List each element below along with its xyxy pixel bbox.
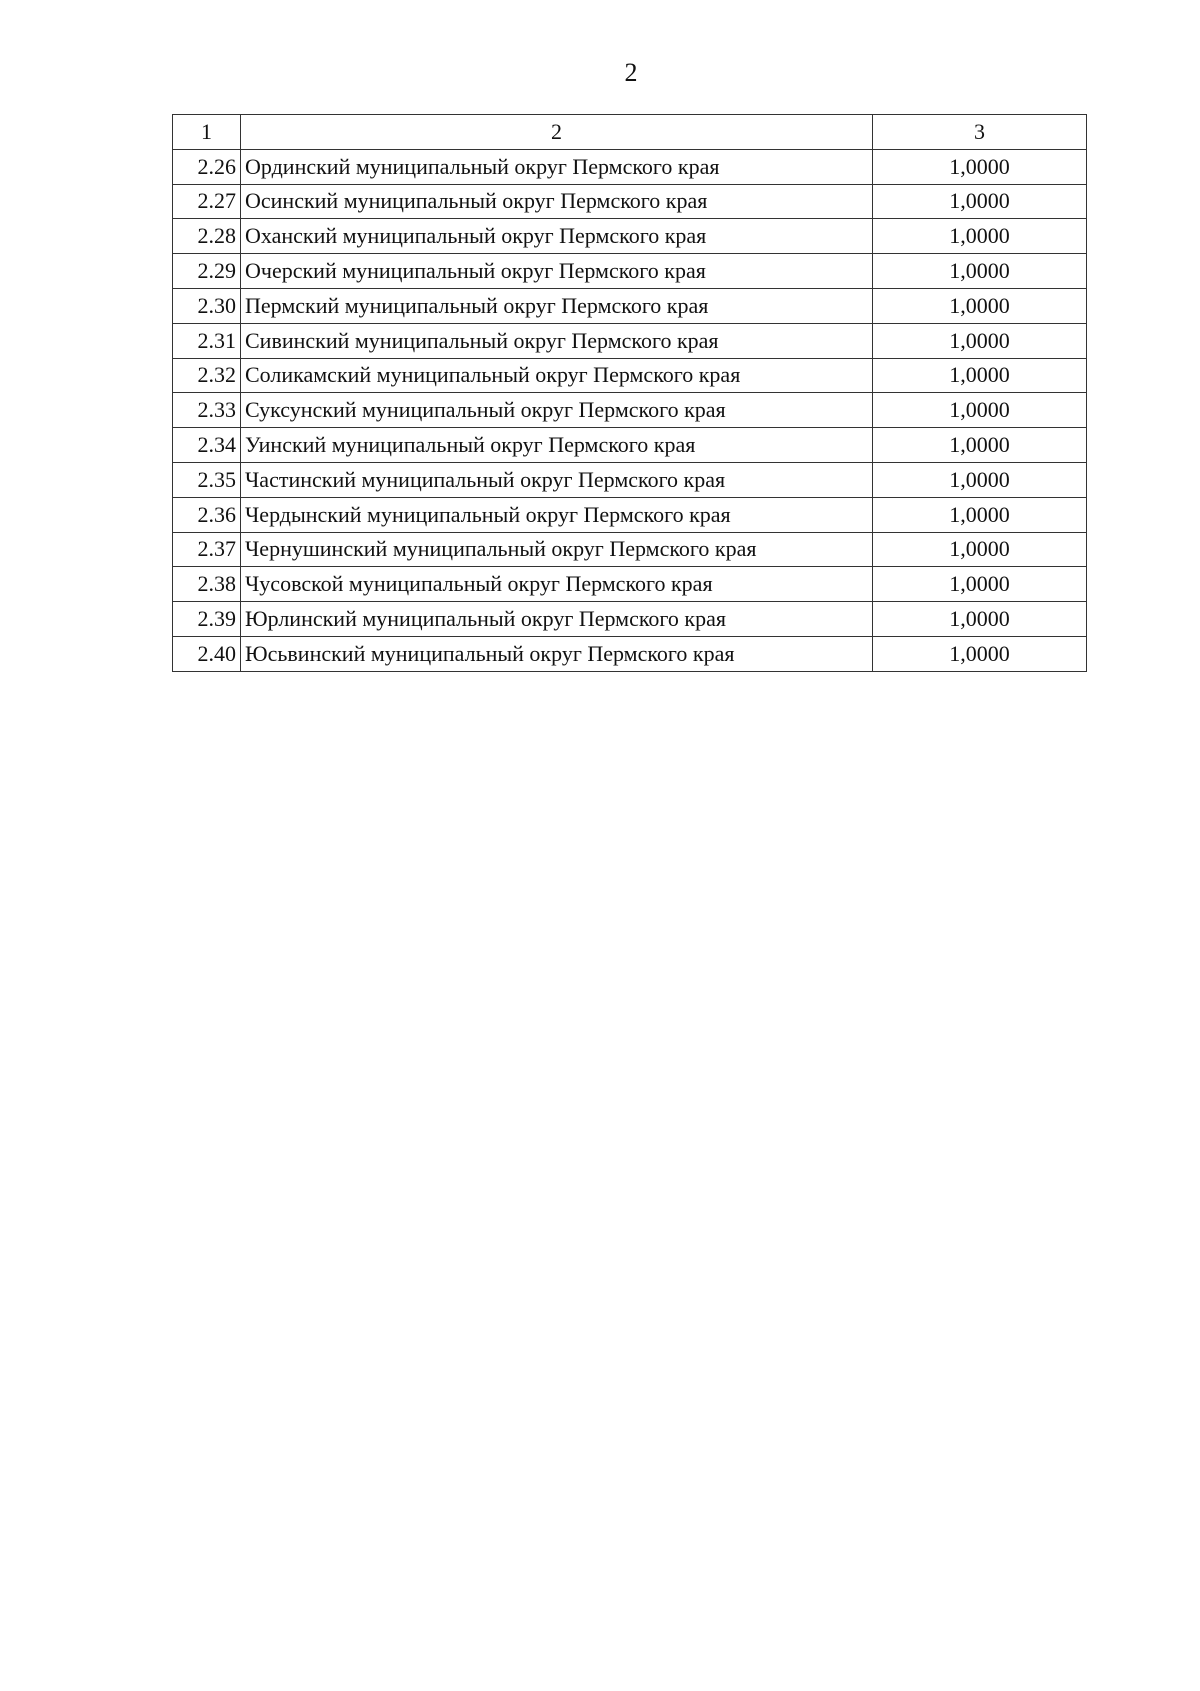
table-row [173,428,1087,463]
municipality-name-cell: Чернушинский муниципальный округ Пермского края [241,532,873,567]
coefficient-value-cell: 1,0000 [873,288,1087,323]
table-row [173,532,1087,567]
coefficient-value-cell: 1,0000 [873,532,1087,567]
table-row [173,602,1087,637]
coefficient-value-cell: 1,0000 [873,358,1087,393]
table-header-row [173,115,1087,150]
municipality-name-cell: Суксунский муниципальный округ Пермского края [241,393,873,428]
row-number-cell: 2.35 [173,462,241,497]
municipality-name-cell: Юсьвинский муниципальный округ Пермского края [241,636,873,671]
page-number: 2 [624,58,638,87]
table-row [173,358,1087,393]
table-row [173,184,1087,219]
coefficient-value-cell: 1,0000 [873,184,1087,219]
row-number-cell: 2.26 [173,149,241,184]
municipality-name-cell: Юрлинский муниципальный округ Пермского края [241,602,873,637]
row-number-cell: 2.28 [173,219,241,254]
coefficient-value-cell: 1,0000 [873,219,1087,254]
table-row [173,636,1087,671]
row-number-cell: 2.32 [173,358,241,393]
coefficient-value-cell: 1,0000 [873,497,1087,532]
row-number-cell: 2.36 [173,497,241,532]
row-number-cell: 2.38 [173,567,241,602]
coefficient-value-cell: 1,0000 [873,149,1087,184]
column-header-2: 2 [241,115,873,150]
coefficient-value-cell: 1,0000 [873,462,1087,497]
row-number-cell: 2.33 [173,393,241,428]
coefficients-table [172,114,1087,672]
municipality-name-cell: Осинский муниципальный округ Пермского края [241,184,873,219]
row-number-cell: 2.27 [173,184,241,219]
coefficient-value-cell: 1,0000 [873,254,1087,289]
table-row [173,497,1087,532]
row-number-cell: 2.39 [173,602,241,637]
municipality-name-cell: Оханский муниципальный округ Пермского края [241,219,873,254]
table-row [173,462,1087,497]
coefficient-value-cell: 1,0000 [873,567,1087,602]
coefficient-value-cell: 1,0000 [873,602,1087,637]
table-body [173,115,1087,672]
column-header-1: 1 [173,115,241,150]
coefficient-value-cell: 1,0000 [873,428,1087,463]
row-number-cell: 2.30 [173,288,241,323]
table-row [173,149,1087,184]
municipality-name-cell: Очерский муниципальный округ Пермского края [241,254,873,289]
municipality-name-cell: Уинский муниципальный округ Пермского края [241,428,873,463]
table-row [173,567,1087,602]
row-number-cell: 2.29 [173,254,241,289]
table-row [173,288,1087,323]
row-number-cell: 2.40 [173,636,241,671]
municipality-name-cell: Чердынский муниципальный округ Пермского края [241,497,873,532]
coefficient-value-cell: 1,0000 [873,393,1087,428]
municipality-name-cell: Соликамский муниципальный округ Пермского края [241,358,873,393]
table-row [173,393,1087,428]
coefficient-value-cell: 1,0000 [873,636,1087,671]
row-number-cell: 2.31 [173,323,241,358]
municipality-name-cell: Чусовской муниципальный округ Пермского края [241,567,873,602]
municipality-name-cell: Сивинский муниципальный округ Пермского края [241,323,873,358]
row-number-cell: 2.34 [173,428,241,463]
table-row [173,219,1087,254]
coefficient-value-cell: 1,0000 [873,323,1087,358]
table-row [173,323,1087,358]
row-number-cell: 2.37 [173,532,241,567]
column-header-3: 3 [873,115,1087,150]
municipality-name-cell: Пермский муниципальный округ Пермского края [241,288,873,323]
municipality-name-cell: Частинский муниципальный округ Пермского края [241,462,873,497]
municipality-name-cell: Ординский муниципальный округ Пермского края [241,149,873,184]
table-row [173,254,1087,289]
